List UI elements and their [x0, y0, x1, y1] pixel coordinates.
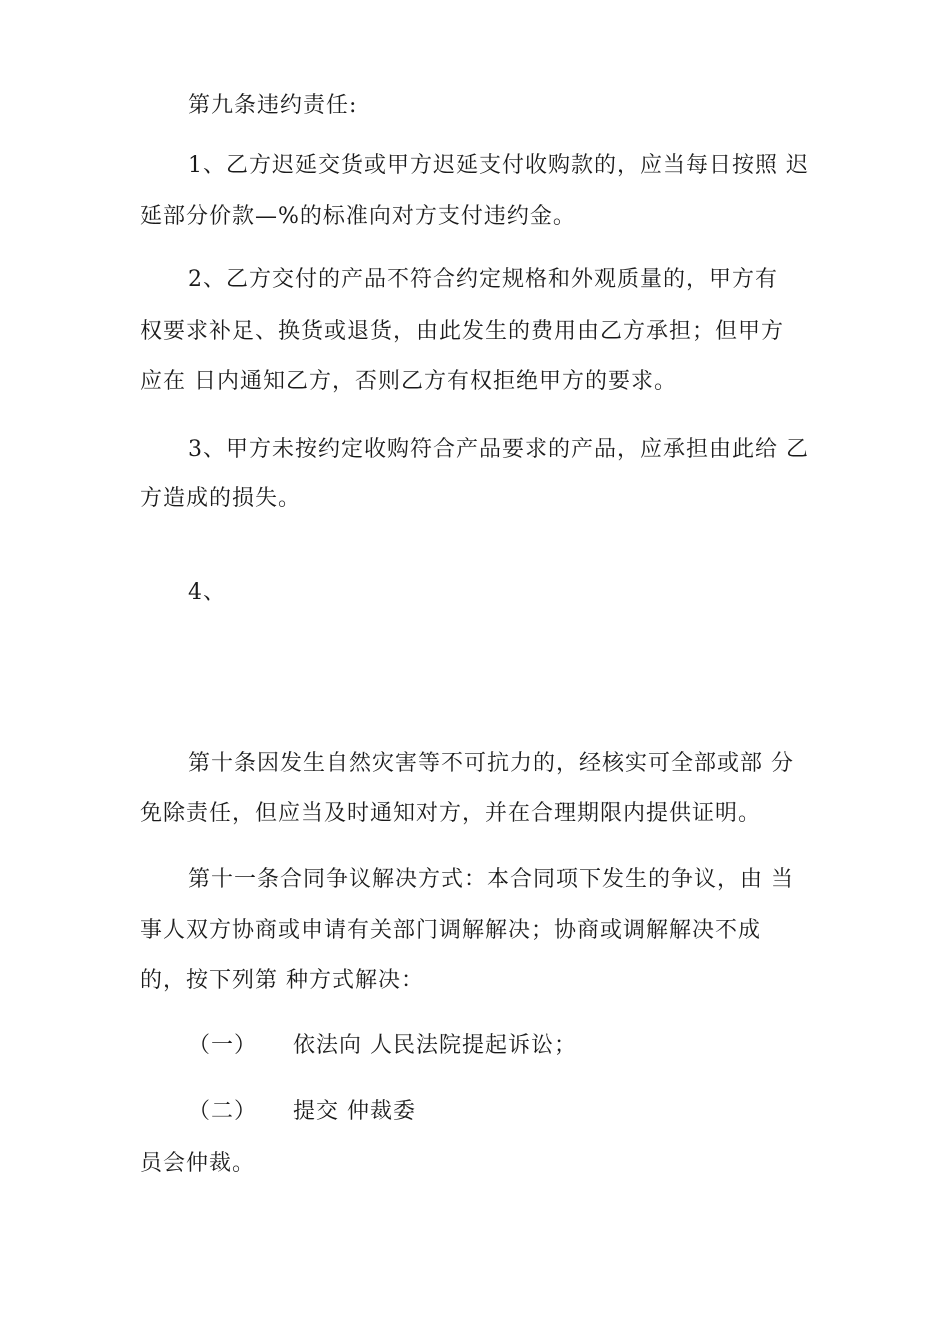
article9-item3-line2: 方造成的损失。 — [140, 486, 302, 511]
article11-option1-num: （一） — [188, 1033, 258, 1058]
article9-title: 第九条违约责任: — [188, 93, 358, 118]
article9-item2-line3: 应在 日内通知乙方，否则乙方有权拒绝甲方的要求。 — [140, 369, 677, 394]
article9-item3-line1: 3、甲方未按约定收购符合产品要求的产品，应承担由此给 乙 — [188, 437, 809, 462]
article9-item1-line1: 1、乙方迟延交货或甲方迟延支付收购款的，应当每日按照 迟 — [188, 153, 809, 178]
article11-option1-text: 依法向 人民法院提起诉讼； — [293, 1033, 577, 1058]
article11-line1: 第十一条合同争议解决方式：本合同项下发生的争议，由 当 — [188, 867, 794, 892]
article11-line3: 的，按下列第 种方式解决： — [140, 968, 424, 993]
article9-item2-line2: 权要求补足、换货或退货，由此发生的费用由乙方承担；但甲方 — [140, 319, 785, 344]
article9-item1-line2: 延部分价款—%的标准向对方支付违约金。 — [140, 204, 576, 229]
article9-item4-line1: 4、 — [188, 580, 226, 605]
article10-line1: 第十条因发生自然灾害等不可抗力的，经核实可全部或部 分 — [188, 751, 794, 776]
article11-option2-text: 提交 仲裁委 — [293, 1099, 416, 1124]
article11-option2-cont: 员会仲裁。 — [140, 1151, 256, 1176]
article10-line2: 免除责任，但应当及时通知对方，并在合理期限内提供证明。 — [140, 801, 762, 826]
article11-line2: 事人双方协商或申请有关部门调解解决；协商或调解解决不成 — [140, 918, 762, 943]
article11-option2-num: （二） — [188, 1099, 258, 1124]
article9-item2-line1: 2、乙方交付的产品不符合约定规格和外观质量的，甲方有 — [188, 267, 778, 292]
